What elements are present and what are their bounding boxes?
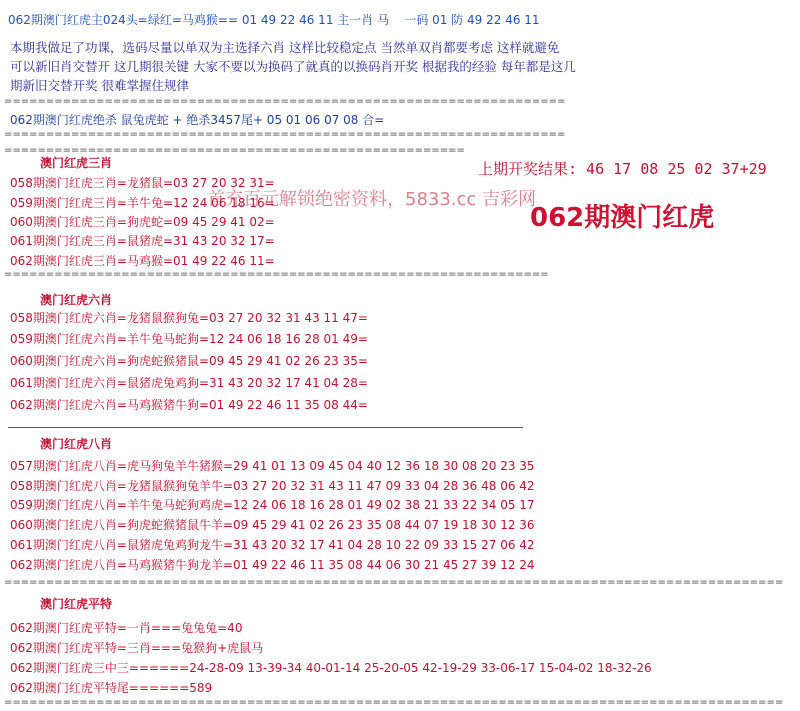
special-row-three-in-three: 062期澳门红虎三中三======24-28-09 13-39-34 40-01-14 25-20-05 42-19-29 33-06-17 15-04-02 18-32-26 <box>10 661 652 675</box>
eight-row-060: 060期澳门红虎八肖=狗虎蛇猴猪鼠牛羊=09 45 29 41 02 26 23 35 08 44 07 19 18 30 12 36 <box>10 518 535 532</box>
kill-line: 062期澳门红虎绝杀 鼠兔虎蛇 + 绝杀3457尾+ 05 01 06 07 08 合= <box>10 113 385 127</box>
eight-row-059: 059期澳门红虎八肖=羊牛兔马蛇狗鸡虎=12 24 06 18 16 28 01 49 02 38 21 33 22 34 05 17 <box>10 498 535 512</box>
six-row-062: 062期澳门红虎六肖=马鸡猴猪牛狗=01 49 22 46 11 35 08 44= <box>10 398 368 412</box>
intro-line-2: 可以新旧肖交替开 这几期很关键 大家不要以为换码了就真的以换码肖开奖 根据我的经验 每年都是这几 <box>10 59 576 74</box>
three-row-062: 062期澳门红虎三肖=马鸡猴=01 49 22 46 11= <box>10 254 275 268</box>
six-row-060: 060期澳门红虎六肖=狗虎蛇猴猪鼠=09 45 29 41 02 26 23 35= <box>10 354 368 368</box>
eight-row-057: 057期澳门红虎八肖=虎马狗兔羊牛猪猴=29 41 01 13 09 45 04 40 12 36 18 30 08 20 23 35 <box>10 459 535 473</box>
special-row-tail: 062期澳门红虎平特尾======589 <box>10 681 213 695</box>
divider-4: ================================================================= <box>4 269 549 280</box>
six-row-058: 058期澳门红虎六肖=龙猪鼠猴狗兔=03 27 20 32 31 43 11 47= <box>10 311 368 325</box>
top-summary-line: 062期澳门红虎主024头=绿红=马鸡猴== 01 49 22 46 11 主一肖 马 一码 01 防 49 22 46 11 <box>8 13 540 27</box>
three-row-059: 059期澳门红虎三肖=羊牛兔=12 24 06 18 16= <box>10 196 275 210</box>
section-special-title: 澳门红虎平特 <box>40 597 113 611</box>
three-row-060: 060期澳门红虎三肖=狗虎蛇=09 45 29 41 02= <box>10 215 275 229</box>
big-issue-title: 062期澳门红虎 <box>530 203 715 233</box>
six-row-059: 059期澳门红虎六肖=羊牛兔马蛇狗=12 24 06 18 16 28 01 49= <box>10 332 368 346</box>
special-row-one: 062期澳门红虎平特=一肖===兔兔兔=40 <box>10 621 243 635</box>
divider-1: =================================================================== <box>4 96 566 107</box>
eight-row-062: 062期澳门红虎八肖=马鸡猴猪牛狗龙羊=01 49 22 46 11 35 08 44 06 30 21 45 27 39 12 24 <box>10 558 535 572</box>
section-eight-title: 澳门红虎八肖 <box>40 437 113 451</box>
special-row-three: 062期澳门红虎平特=三肖===兔猴狗+虎鼠马 <box>10 641 264 655</box>
six-row-061: 061期澳门红虎六肖=鼠猪虎兔鸡狗=31 43 20 32 17 41 04 28= <box>10 376 368 390</box>
three-row-061: 061期澳门红虎三肖=鼠猪虎=31 43 20 32 17= <box>10 234 275 248</box>
section-three-title: 澳门红虎三肖 <box>40 156 113 170</box>
section-six-title: 澳门红虎六肖 <box>40 293 113 307</box>
divider-3: ======================================================= <box>4 145 465 156</box>
three-row-058: 058期澳门红虎三肖=龙猪鼠=03 27 20 32 31= <box>10 176 275 190</box>
divider-5: ============================================================================================= <box>4 577 784 588</box>
eight-row-061: 061期澳门红虎八肖=鼠猪虎兔鸡狗龙牛=31 43 20 32 17 41 04 28 10 22 09 33 15 27 06 42 <box>10 538 535 552</box>
watermark-text: 首充百元解锁绝密资料，5833.cc 吉彩网 <box>207 189 537 210</box>
intro-line-3: 期新旧交替开奖 很难掌握住规律 <box>10 78 189 93</box>
intro-line-1: 本期我做足了功课，选码尽量以单双为主选择六肖 这样比较稳定点 当然单双肖都要考虑 这样就避免 <box>10 40 560 55</box>
divider-2: =================================================================== <box>4 129 566 140</box>
last-draw-result: 上期开奖结果: 46 17 08 25 02 37+29 <box>478 160 767 178</box>
divider-6: ============================================================================================= <box>4 697 784 708</box>
eight-row-058: 058期澳门红虎八肖=龙猪鼠猴狗兔羊牛=03 27 20 32 31 43 11 47 09 33 04 28 36 48 06 42 <box>10 479 535 493</box>
divider-line <box>8 427 523 428</box>
